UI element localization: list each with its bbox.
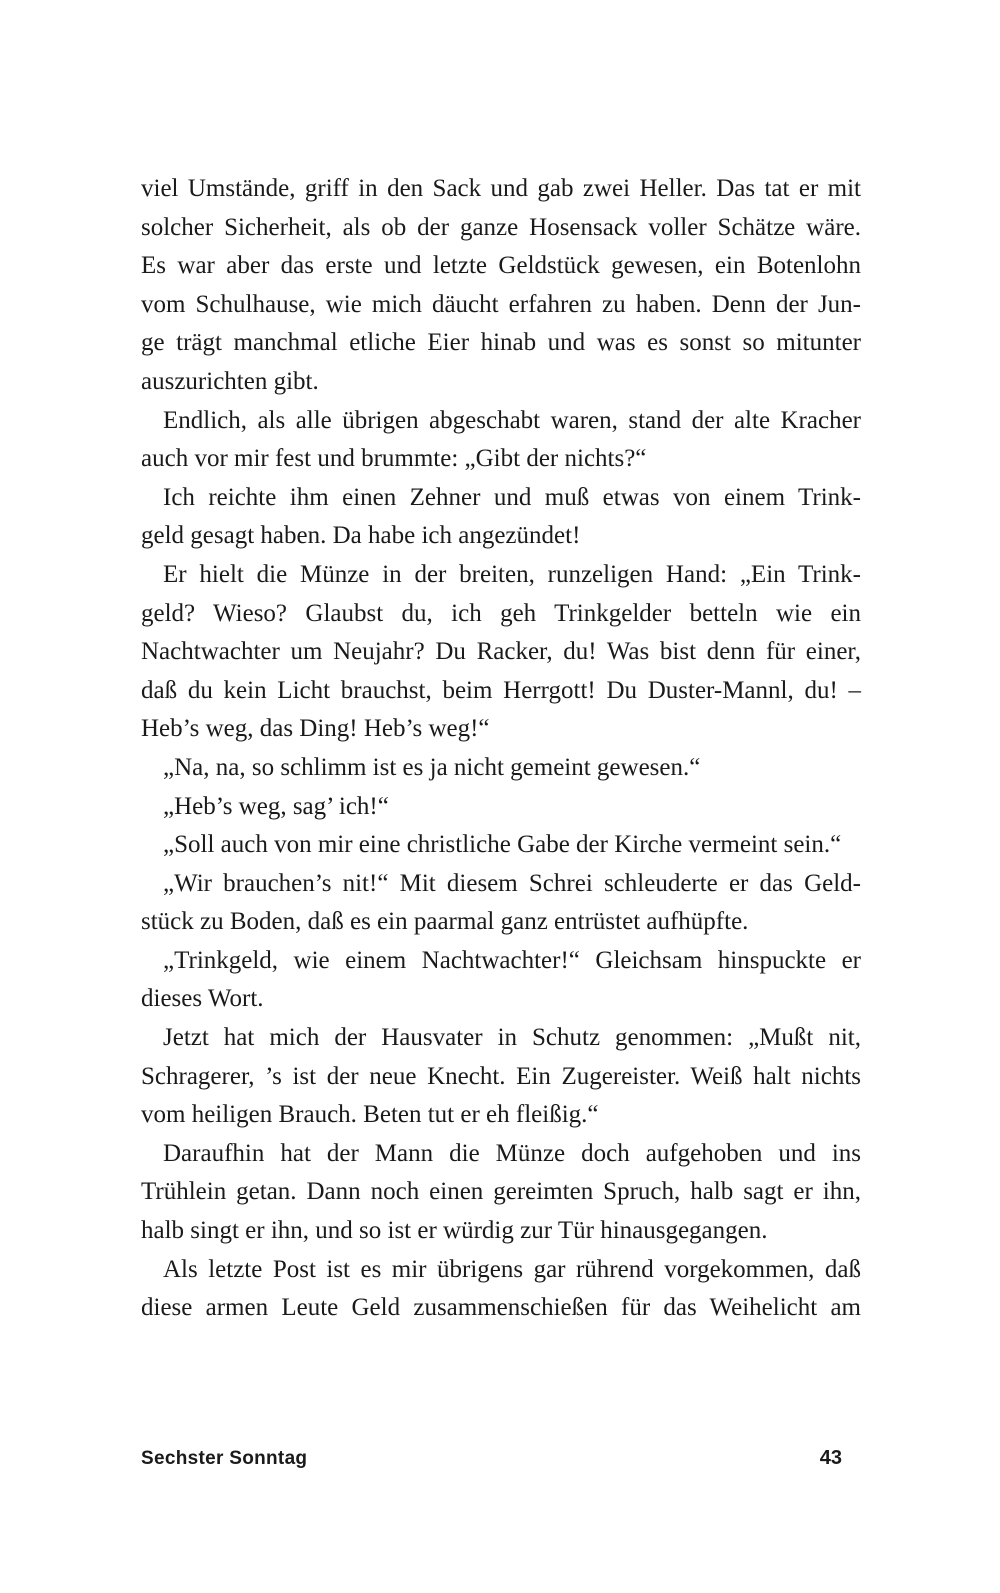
text-line: „Heb’s weg, sag’ ich!“	[163, 792, 389, 820]
text-line: viel Umstände, griff in den Sack und gab zwei Heller. Das tat er mit	[141, 175, 861, 202]
text-line: Trühlein getan. Dann noch einen gereimten Spruch, halb sagt er ihn,	[141, 1178, 861, 1206]
text-line: Es war aber das erste und letzte Geldstück gewesen, ein Botenlohn	[141, 252, 861, 280]
page-number: 43	[819, 1447, 842, 1469]
text-line: „Trinkgeld, wie einem Nachtwachter!“ Gleichsam hinspuckte er	[163, 946, 861, 974]
text-line: geld? Wieso? Glaubst du, ich geh Trinkgelder betteln wie ein	[141, 599, 861, 627]
text-line: auch vor mir fest und brummte: „Gibt der nichts?“	[141, 445, 647, 473]
text-line: vom heiligen Brauch. Beten tut er eh fleißig.“	[141, 1101, 599, 1129]
text-line: solcher Sicherheit, als ob der ganze Hosensack voller Schätze wäre.	[141, 213, 861, 241]
text-line: Endlich, als alle übrigen abgeschabt waren, stand der alte Kracher	[163, 406, 861, 434]
text-line: Daraufhin hat der Mann die Münze doch aufgehoben und ins	[163, 1139, 861, 1167]
text-line: „Soll auch von mir eine christliche Gabe der Kirche vermeint sein.“	[163, 831, 842, 859]
text-line: Heb’s weg, das Ding! Heb’s weg!“	[141, 715, 490, 743]
body-text	[141, 170, 861, 1328]
text-line: „Wir brauchen’s nit!“ Mit diesem Schrei schleuderte er das Geld-	[163, 869, 861, 897]
text-line: diese armen Leute Geld zusammenschießen für das Weihelicht am	[141, 1294, 861, 1322]
text-line: ge trägt manchmal etliche Eier hinab und was es sonst so mitunter	[141, 329, 861, 357]
text-line: Ich reichte ihm einen Zehner und muß etwas von einem Trink-	[163, 483, 861, 511]
text-line: auszurichten gibt.	[141, 367, 319, 395]
text-line: daß du kein Licht brauchst, beim Herrgott! Du Duster-Mannl, du! –	[141, 676, 861, 704]
text-line: Jetzt hat mich der Hausvater in Schutz genommen: „Mußt nit,	[163, 1024, 861, 1052]
text-line: Schragerer, ’s ist der neue Knecht. Ein Zugereister. Weiß halt nichts	[141, 1062, 861, 1090]
running-footer-title: Sechster Sonntag	[141, 1448, 308, 1469]
text-line: Er hielt die Münze in der breiten, runzeligen Hand: „Ein Trink-	[163, 560, 861, 588]
text-line: „Na, na, so schlimm ist es ja nicht gemeint gewesen.“	[163, 753, 701, 781]
text-line: Nachtwachter um Neujahr? Du Racker, du! Was bist denn für einer,	[141, 638, 861, 666]
text-line: vom Schulhause, wie mich däucht erfahren zu haben. Denn der Jun-	[141, 290, 861, 318]
text-line: halb singt er ihn, und so ist er würdig zur Tür hinausgegangen.	[141, 1217, 768, 1245]
text-line: Als letzte Post ist es mir übrigens gar rührend vorgekommen, daß	[163, 1255, 861, 1283]
text-line: stück zu Boden, daß es ein paarmal ganz entrüstet aufhüpfte.	[141, 908, 749, 936]
text-line: dieses Wort.	[141, 985, 264, 1013]
text-line: geld gesagt haben. Da habe ich angezündet!	[141, 522, 581, 550]
